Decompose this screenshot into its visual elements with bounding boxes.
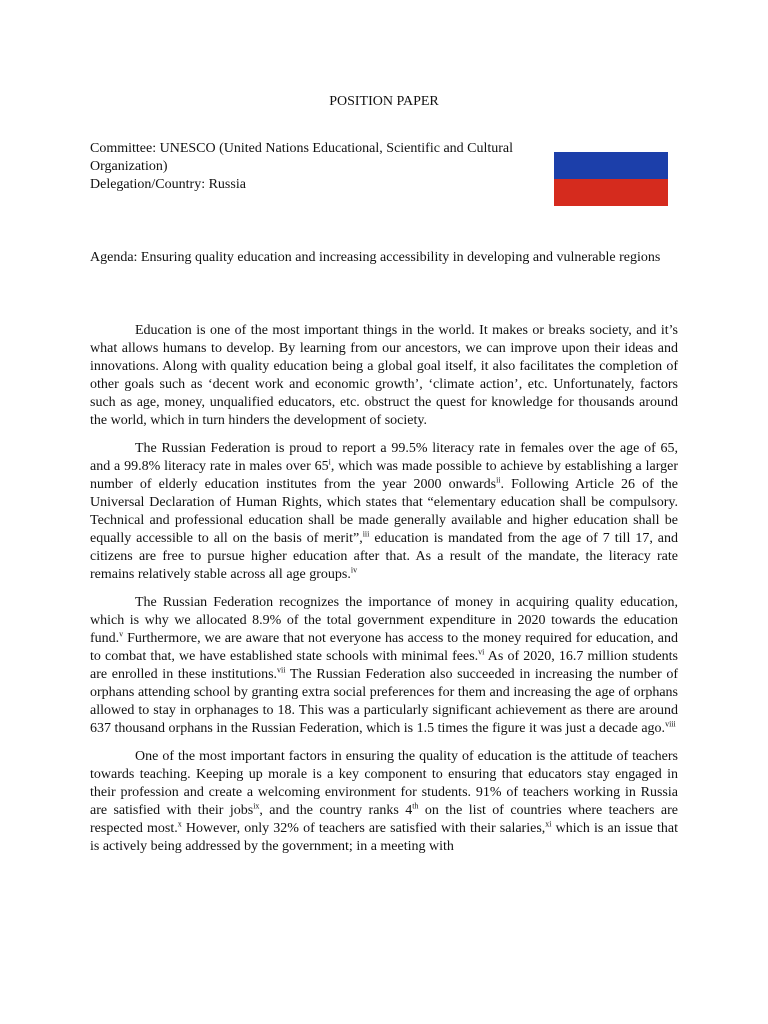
paragraph-text: , and the country ranks 4: [259, 803, 413, 818]
footnote-marker: vi: [478, 647, 485, 657]
paragraph-text: . Following Article 26 of the Universal Declaration of Human Rights, which states that “elementary education shall be compulsory. Technical and professional education shall be made generally available and higher education shall be equally accessible to all on the basis of merit”,: [90, 477, 678, 546]
paragraph-text: The Russian Federation recognizes the importance of money in acquiring quality education, which is why we allocated 8.9% of the total government expenditure in 2020 towards the education fund.: [90, 595, 678, 646]
flag-stripe-red: [554, 179, 668, 206]
paragraph-text: on the list of countries where teachers are respected most.: [90, 803, 678, 836]
footnote-marker: xi: [545, 819, 552, 829]
footnote-marker: v: [119, 629, 124, 639]
footnote-marker: vii: [277, 665, 286, 675]
delegation-line: Delegation/Country: Russia: [90, 177, 246, 192]
agenda-line: Agenda: Ensuring quality education and increasing accessibility in developing and vulnerable regions: [90, 250, 661, 265]
footnote-marker: i: [328, 457, 331, 467]
footnote-marker: x: [177, 819, 182, 829]
body-text: [90, 322, 678, 866]
paragraph-text: One of the most important factors in ensuring the quality of education is the attitude of teachers towards teaching. Keeping up morale is a key component to ensuring that educators stay engaged in their profession and create a welcoming environment for students. 91% of teachers working in Russia are satisfied with their jobs: [90, 749, 678, 818]
body-paragraph: [90, 748, 678, 856]
paragraph-text: which is an issue that is actively being addressed by the government; in a meeting with: [90, 821, 678, 854]
paragraph-text: Education is one of the most important things in the world. It makes or breaks society, and it’s what allows humans to develop. By learning from our ancestors, we can improve upon their ideas and innovations. Along with quality education being a global goal itself, it also facilitates the completion of other goals such as ‘decent work and economic growth’, ‘climate action’, etc. Unfortunately, factors such as age, money, unqualified educators, etc. obstruct the quest for knowledge for thousands around the world, which in turn hinders the development of society.: [90, 323, 678, 428]
paragraph-text: education is mandated from the age of 7 till 17, and citizens are free to pursue higher education after that. As a result of the mandate, the literacy rate remains relatively stable across all age groups.: [90, 531, 679, 582]
committee-line: Committee: UNESCO (United Nations Educational, Scientific and Cultural Organization): [90, 141, 514, 174]
paragraph-text: The Russian Federation also succeeded in increasing the number of orphans attending school by granting extra social preferences for them and increasing the age of orphans allowed to stay in orphanages to 18. This was a particularly significant achievement as there are around 637 thousand orphans in the Russian Federation, which is 1.5 times the figure it was just a decade ago.: [90, 667, 678, 736]
footnote-marker: iii: [362, 529, 370, 539]
russia-flag-image: [554, 126, 668, 206]
header-block: [90, 140, 520, 194]
paragraph-text: The Russian Federation is proud to report a 99.5% literacy rate in females over the age of 65, and a 99.8% literacy rate in males over 65: [90, 441, 678, 474]
paragraph-text: Furthermore, we are aware that not everyone has access to the money required for education, and to combat that, we have established state schools with minimal fees.: [90, 631, 678, 664]
footnote-marker: viii: [665, 719, 676, 729]
page-title: POSITION PAPER: [329, 94, 439, 109]
footnote-marker: th: [412, 801, 419, 811]
body-paragraph: [90, 440, 678, 584]
flag-stripe-white: [554, 126, 668, 152]
paragraph-text: , which was made possible to achieve by establishing a larger number of elderly education institutes from the year 2000 onwards: [90, 459, 678, 492]
paragraph-text: However, only 32% of teachers are satisfied with their salaries,: [181, 821, 546, 836]
footnote-marker: ii: [496, 475, 501, 485]
flag-stripe-blue: [554, 152, 668, 179]
body-paragraph: [90, 594, 678, 738]
body-paragraph: [90, 322, 678, 430]
footnote-marker: ix: [253, 801, 260, 811]
footnote-marker: iv: [350, 565, 358, 575]
paragraph-text: As of 2020, 16.7 million students are enrolled in these institutions.: [90, 649, 678, 682]
